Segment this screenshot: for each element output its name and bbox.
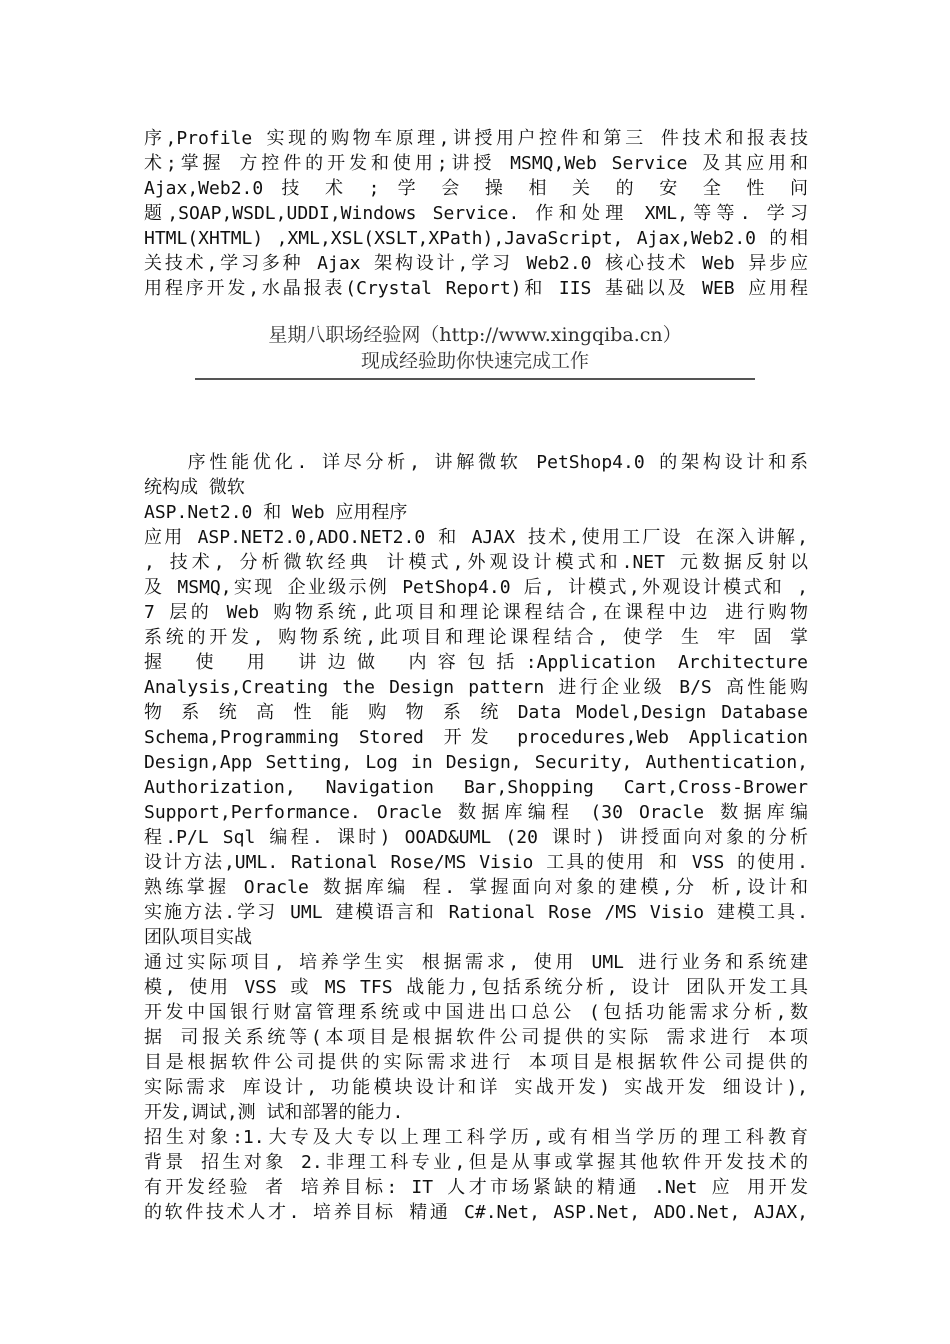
banner-subtitle: 现成经验助你快速完成工作 — [360, 350, 589, 372]
body-text — [144, 450, 808, 1225]
text-line: 统构成 微软 — [144, 477, 245, 498]
text-line: ASP.Net2.0 和 Web 应用程序 — [144, 502, 408, 523]
text-line: 序,Profile 实现的购物车原理,讲授用户控件和第三 件技术和报表技 — [144, 128, 808, 149]
text-line: Support,Performance. Oracle 数据库编程 (30 Oracle 数据库编 — [144, 802, 808, 823]
banner-title: 星期八职场经验网（http://www.xingqiba.cn） — [268, 324, 682, 346]
text-line: 背景 招生对象 2.非理工科专业,但是从事或掌握其他软件开发技术的 — [144, 1152, 808, 1173]
text-line: 题,SOAP,WSDL,UDDI,Windows Service. 作和处理 XML,等等. 学习 — [144, 203, 808, 224]
text-line: Authorization, Navigation Bar,Shopping Cart,Cross-Brower — [144, 777, 808, 798]
text-line: 程.P/L Sql 编程. 课时) OOAD&UML (20 课时) 讲授面向对象的分析 — [144, 827, 808, 848]
text-line: 招生对象:1.大专及大专以上理工科学历,或有相当学历的理工科教育 — [144, 1127, 808, 1148]
text-line: 设计方法,UML. Rational Rose/MS Visio 工具的使用 和 VSS 的使用. — [144, 852, 808, 873]
text-line: 熟练掌握 Oracle 数据库编 程. 掌握面向对象的建模,分 析,设计和 — [144, 877, 808, 898]
text-line: , 技术, 分析微软经典 计模式,外观设计模式和.NET 元数据反射以 — [144, 552, 808, 573]
text-line: Design,App Setting, Log in Design, Security, Authentication, — [144, 752, 808, 773]
text-line: 实施方法.学习 UML 建模语言和 Rational Rose /MS Visio 建模工具. — [144, 902, 808, 923]
text-line: Analysis,Creating the Design pattern 进行企业级 B/S 高性能购 — [144, 677, 808, 698]
text-line: 团队项目实战 — [144, 927, 252, 948]
text-line: 目是根据软件公司提供的实际需求进行 本项目是根据软件公司提供的 — [144, 1052, 808, 1073]
banner-divider — [195, 378, 755, 380]
text-line: 关技术,学习多种 Ajax 架构设计,学习 Web2.0 核心技术 Web 异步应 — [144, 253, 808, 274]
text-line: 有开发经验 者 培养目标: IT 人才市场紧缺的精通 .Net 应 用开发 — [144, 1177, 808, 1198]
text-line: 模, 使用 VSS 或 MS TFS 战能力,包括系统分析, 设计 团队开发工具 — [144, 977, 808, 998]
text-line: 实际需求 库设计, 功能模块设计和详 实战开发) 实战开发 细设计), — [144, 1077, 808, 1098]
text-line: 用程序开发,水晶报表(Crystal Report)和 IIS 基础以及 WEB 应用程 — [144, 278, 808, 299]
top-paragraph — [144, 126, 808, 301]
site-banner — [195, 322, 755, 380]
text-line: 术;掌握 方控件的开发和使用;讲授 MSMQ,Web Service 及其应用和 — [144, 153, 808, 174]
text-line: 序性能优化. 详尽分析, 讲解微软 PetShop4.0 的架构设计和系 — [144, 452, 808, 473]
text-line: Ajax,Web2.0 技 术 ; 学 会 操 相 关 的 安 全 性 问 — [144, 178, 808, 199]
text-line: HTML(XHTML) ,XML,XSL(XSLT,XPath),JavaScript, Ajax,Web2.0 的相 — [144, 228, 808, 249]
text-line: 开发,调试,测 试和部署的能力. — [144, 1102, 404, 1123]
text-line: 据 司报关系统等(本项目是根据软件公司提供的实际 需求进行 本项 — [144, 1027, 808, 1048]
text-line: 7 层的 Web 购物系统,此项目和理论课程结合,在课程中边 进行购物 — [144, 602, 808, 623]
text-line: 通过实际项目, 培养学生实 根据需求, 使用 UML 进行业务和系统建 — [144, 952, 808, 973]
text-line: 的软件技术人才. 培养目标 精通 C#.Net, ASP.Net, ADO.Net, AJAX, — [144, 1202, 808, 1223]
text-line: 应用 ASP.NET2.0,ADO.NET2.0 和 AJAX 技术,使用工厂设 在深入讲解, — [144, 527, 808, 548]
text-line: 开发中国银行财富管理系统或中国进出口总公 (包括功能需求分析,数 — [144, 1002, 808, 1023]
text-line: 握 使 用 讲边做 内容包括:Application Architecture — [144, 652, 808, 673]
text-line: 及 MSMQ,实现 企业级示例 PetShop4.0 后, 计模式,外观设计模式和 , — [144, 577, 808, 598]
text-line: Schema,Programming Stored 开发 procedures,Web Application — [144, 727, 808, 748]
text-line: 物 系 统 高 性 能 购 物 系 统 Data Model,Design Database — [144, 702, 808, 723]
text-line: 系统的开发, 购物系统,此项目和理论课程结合, 使学 生 牢 固 掌 — [144, 627, 808, 648]
